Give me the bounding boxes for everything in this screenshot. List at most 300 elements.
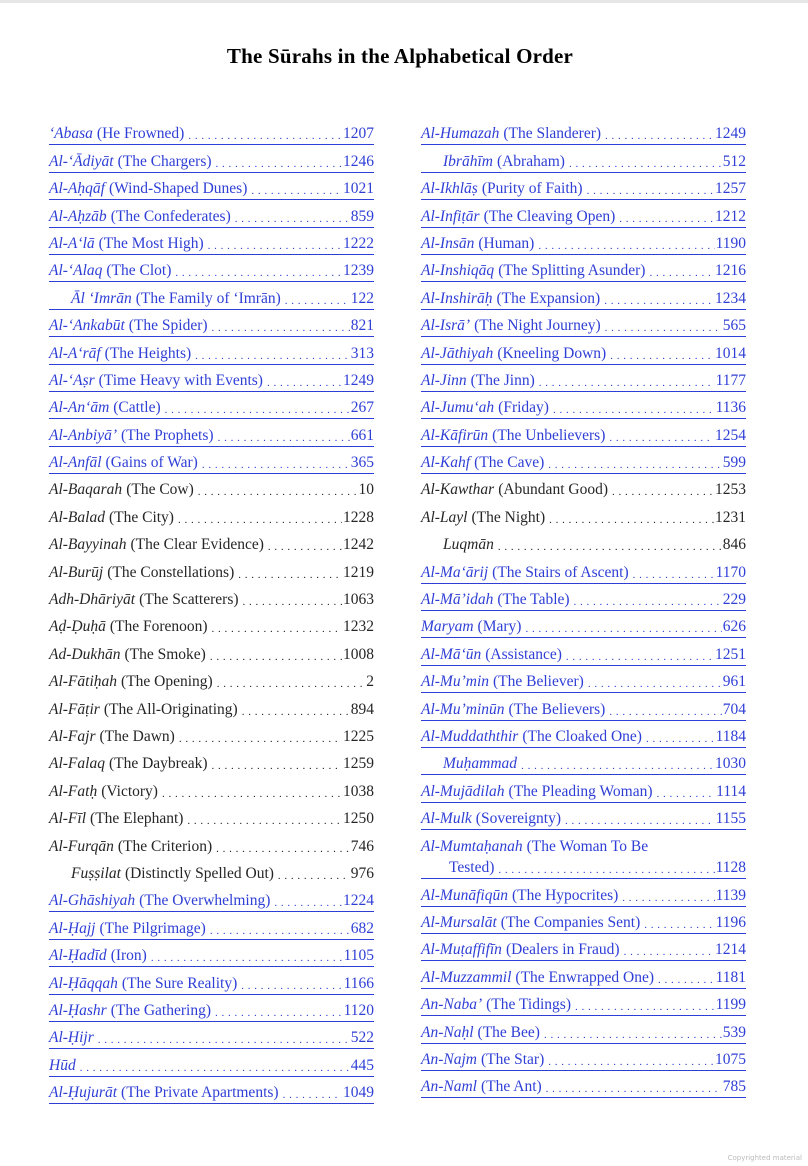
surah-link[interactable]: [421, 1018, 746, 1045]
surah-entry: [49, 832, 374, 859]
surah-name: Al-Ḥajj: [49, 919, 96, 937]
surah-entry: [49, 695, 374, 722]
surah-link[interactable]: [421, 421, 746, 448]
page-number: 1224: [343, 892, 374, 910]
surah-name: Al-Munāfiqūn: [421, 886, 508, 904]
page-title: The Sūrahs in the Alphabetical Order: [226, 44, 574, 69]
surah-link[interactable]: [421, 147, 746, 174]
surah-name: Al-A‘rāf: [49, 344, 101, 362]
surah-name: An-Najm: [421, 1050, 477, 1068]
page-number: 961: [722, 673, 746, 691]
surah-name: Al-Inshirāḥ: [421, 289, 493, 307]
surah-translation: (The Daybreak): [108, 755, 208, 773]
page-number: 522: [350, 1029, 374, 1047]
surah-name: Al-Muṭaffifīn: [421, 941, 502, 959]
surah-translation: (The Woman To Be: [526, 838, 649, 856]
surah-link[interactable]: [421, 339, 746, 366]
page-number: 1136: [715, 399, 746, 417]
surah-link[interactable]: [421, 449, 746, 476]
leader-dots: [546, 1082, 722, 1096]
page-number: 1038: [343, 782, 374, 800]
surah-translation: (Distinctly Spelled Out): [124, 864, 274, 882]
surah-entry: [49, 586, 374, 613]
surah-link[interactable]: [421, 909, 746, 936]
leader-dots: [268, 540, 342, 554]
surah-name: Al-Ghāshiyah: [49, 892, 136, 910]
surah-link[interactable]: [421, 394, 746, 421]
surah-translation: (Human): [478, 234, 535, 252]
page-number: 1228: [343, 508, 374, 526]
leader-dots: [238, 568, 342, 582]
page-number: 1196: [715, 913, 746, 931]
page-number: 599: [722, 454, 746, 472]
surah-name: Al-Balad: [49, 508, 105, 526]
surah-name: Al-Insān: [421, 234, 475, 252]
surah-link[interactable]: [421, 1046, 746, 1073]
surah-name: Al-Falaq: [49, 755, 105, 773]
surah-translation: (The Constellations): [107, 563, 235, 581]
leader-dots: [622, 891, 714, 905]
surah-name: Muḥammad: [443, 755, 518, 773]
page-number: 1063: [343, 591, 374, 609]
surah-link[interactable]: [421, 936, 746, 963]
leader-dots: [498, 863, 714, 877]
surah-name: Al-Jumu‘ah: [421, 399, 495, 417]
surah-name: Luqmān: [443, 536, 494, 554]
page-number: 1128: [715, 859, 746, 877]
leader-dots: [604, 294, 714, 308]
leader-dots: [210, 650, 342, 664]
leader-dots: [553, 403, 715, 417]
page-number: 1259: [343, 755, 374, 773]
surah-link[interactable]: [49, 449, 374, 476]
surah-link[interactable]: [421, 805, 746, 832]
surah-translation: (Gains of War): [105, 454, 198, 472]
surah-translation: (The Star): [480, 1050, 545, 1068]
surah-translation: (The Pleading Woman): [508, 782, 653, 800]
surah-translation: (The Most High): [98, 234, 204, 252]
surah-entry: [421, 531, 746, 558]
leader-dots: [208, 239, 342, 253]
surah-translation: (Assistance): [485, 645, 562, 663]
leader-dots: [242, 705, 350, 719]
page-number: 1008: [343, 645, 374, 663]
surah-link[interactable]: [49, 421, 374, 448]
page-number: 1021: [343, 180, 374, 198]
leader-dots: [548, 458, 722, 472]
page-number: 1155: [715, 810, 746, 828]
leader-dots: [575, 1000, 715, 1014]
surah-name: Al-Burūj: [49, 563, 104, 581]
leader-dots: [162, 787, 342, 801]
surah-link[interactable]: [49, 339, 374, 366]
surah-translation: (The Clot): [106, 262, 172, 280]
page-number: 1199: [715, 996, 746, 1014]
surah-link[interactable]: [421, 284, 746, 311]
page-number: 1166: [343, 974, 374, 992]
leader-dots: [549, 513, 714, 527]
surah-name: Al-‘Ādiyāt: [49, 152, 114, 170]
page-number: 1246: [343, 152, 374, 170]
leader-dots: [605, 129, 714, 143]
surah-name: Al-Fīl: [49, 810, 87, 828]
surah-translation: (Time Heavy with Events): [98, 371, 263, 389]
right-column: [421, 120, 746, 1100]
page-number: 1251: [715, 645, 746, 663]
surah-translation: (The Cloaked One): [522, 727, 642, 745]
leader-dots: [539, 376, 715, 390]
surah-entry: [49, 613, 374, 640]
surah-name: Al-Mujādilah: [421, 782, 505, 800]
surah-link[interactable]: [421, 750, 746, 777]
page-number: 1254: [715, 426, 746, 444]
surah-name: Al-Mā‘ūn: [421, 645, 482, 663]
leader-dots: [657, 787, 716, 801]
page-number: 1214: [715, 941, 746, 959]
leader-dots: [538, 239, 714, 253]
leader-dots: [187, 814, 342, 828]
surah-link[interactable]: [421, 257, 746, 284]
leader-dots: [588, 677, 722, 691]
surah-entry: [49, 805, 374, 832]
surah-link[interactable]: [421, 120, 746, 147]
page-number: 1232: [343, 618, 374, 636]
surah-link[interactable]: [421, 1073, 746, 1100]
surah-translation: (The Night): [471, 508, 546, 526]
page-number: 1114: [716, 782, 746, 800]
page-number: 229: [722, 591, 746, 609]
leader-dots: [610, 349, 714, 363]
leader-dots: [243, 595, 342, 609]
surah-entry: [49, 640, 374, 667]
surah-translation: (The Criterion): [117, 837, 213, 855]
surah-name: Āl ‘Imrān: [71, 289, 132, 307]
page-number: 894: [350, 700, 374, 718]
surah-link[interactable]: [49, 257, 374, 284]
surah-name: Al-Jinn: [421, 371, 467, 389]
surah-link[interactable]: [421, 230, 746, 257]
page-number: 565: [722, 317, 746, 335]
surah-translation: (The Overwhelming): [139, 892, 271, 910]
surah-name: Al-Mu’min: [421, 673, 490, 691]
surah-name: Al-Inshiqāq: [421, 262, 495, 280]
surah-link[interactable]: [421, 695, 746, 722]
surah-link[interactable]: [421, 723, 746, 750]
surah-name: ‘Abasa: [49, 125, 93, 143]
surah-entry: [49, 860, 374, 887]
surah-translation: (The Gathering): [110, 1001, 211, 1019]
surah-name: Al-Baqarah: [49, 481, 123, 499]
surah-name: Al-Jāthiyah: [421, 344, 494, 362]
surah-name: Al-‘Alaq: [49, 262, 103, 280]
surah-name: Al-Fatḥ: [49, 782, 98, 800]
page-number: 10: [358, 481, 374, 499]
leader-dots: [216, 842, 350, 856]
page-number: 1216: [715, 262, 746, 280]
surah-link[interactable]: [421, 558, 746, 585]
surah-name: Fuṣṣilat: [71, 864, 121, 882]
surah-translation: (The Opening): [121, 673, 213, 691]
leader-dots: [574, 595, 722, 609]
surah-link[interactable]: [421, 312, 746, 339]
page-number: 626: [722, 618, 746, 636]
surah-name: Al-Fajr: [49, 727, 96, 745]
page-number: 1120: [343, 1001, 374, 1019]
surah-link[interactable]: [49, 887, 374, 914]
surah-translation: (Abraham): [496, 152, 565, 170]
page-number: 976: [350, 864, 374, 882]
surah-translation: (Friday): [498, 399, 549, 417]
surah-link[interactable]: [421, 832, 746, 881]
leader-dots: [165, 403, 350, 417]
surah-name: Al-Kawthar: [421, 481, 495, 499]
leader-dots: [498, 540, 722, 554]
surah-name: Al-Infiṭār: [421, 207, 480, 225]
surah-translation: (The Heights): [104, 344, 192, 362]
surah-link[interactable]: [49, 202, 374, 229]
page-number: 1014: [715, 344, 746, 362]
leader-dots: [587, 184, 714, 198]
page-number: 682: [350, 919, 374, 937]
leader-dots: [235, 212, 350, 226]
surah-translation: (The Believer): [493, 673, 584, 691]
surah-name: Ad-Dukhān: [49, 645, 121, 663]
leader-dots: [658, 973, 715, 987]
leader-dots: [544, 1028, 722, 1042]
surah-name: Al-Anfāl: [49, 454, 102, 472]
leader-dots: [212, 759, 342, 773]
surah-translation: (Victory): [101, 782, 158, 800]
leader-dots: [283, 1088, 342, 1102]
surah-link[interactable]: [49, 367, 374, 394]
page-number: 445: [350, 1056, 374, 1074]
surah-translation: (The Elephant): [90, 810, 184, 828]
leader-dots: [178, 513, 342, 527]
surah-link[interactable]: [49, 969, 374, 996]
surah-translation: (Purity of Faith): [481, 180, 583, 198]
leader-dots: [215, 1006, 343, 1020]
leader-dots: [566, 650, 714, 664]
leader-dots: [175, 266, 342, 280]
surah-entry: [421, 503, 746, 530]
surah-translation: (Wind-Shaped Dunes): [108, 180, 248, 198]
leader-dots: [521, 759, 714, 773]
surah-name: An-Naml: [421, 1078, 477, 1096]
leader-dots: [251, 184, 342, 198]
surah-link[interactable]: [421, 613, 746, 640]
surah-entry: [49, 558, 374, 585]
page-number: 1181: [715, 968, 746, 986]
surah-translation-cont: Tested): [449, 859, 495, 877]
leader-dots: [188, 129, 342, 143]
page-number: 1075: [715, 1050, 746, 1068]
surah-link[interactable]: [421, 367, 746, 394]
surah-link[interactable]: [421, 963, 746, 990]
surah-translation: (The Dawn): [99, 727, 175, 745]
surah-name: An-Naḥl: [421, 1023, 474, 1041]
page-number: 1222: [343, 234, 374, 252]
surah-translation: (The Cow): [126, 481, 194, 499]
surah-name: Al-Kāfirūn: [421, 426, 489, 444]
surah-name: Al-Fāṭir: [49, 700, 100, 718]
surah-link[interactable]: [421, 777, 746, 804]
surah-translation: (The Sure Reality): [121, 974, 238, 992]
surah-translation: (Kneeling Down): [497, 344, 607, 362]
page-number: 1139: [715, 886, 746, 904]
surah-link[interactable]: [49, 942, 374, 969]
leader-dots: [151, 951, 343, 965]
surah-link[interactable]: [421, 202, 746, 229]
page-number: 1219: [343, 563, 374, 581]
surah-translation: (The Companies Sent): [500, 913, 641, 931]
page-number: 1231: [715, 508, 746, 526]
surah-name: Maryam: [421, 618, 474, 636]
surah-translation: (The Ant): [480, 1078, 542, 1096]
leader-dots: [241, 979, 342, 993]
surah-link[interactable]: [49, 394, 374, 421]
page-number: 1234: [715, 289, 746, 307]
surah-translation: (The Hypocrites): [511, 886, 619, 904]
surah-name: Al-Isrā’: [421, 317, 471, 335]
surah-name: Al-Muzzammil: [421, 968, 512, 986]
surah-link[interactable]: [49, 1051, 374, 1078]
leader-dots: [217, 677, 366, 691]
surah-link[interactable]: [49, 147, 374, 174]
surah-entry: [49, 723, 374, 750]
leader-dots: [218, 431, 350, 445]
surah-name: Al-Mulk: [421, 810, 472, 828]
surah-link[interactable]: [49, 120, 374, 147]
surah-name: Al-Fātiḥah: [49, 673, 118, 691]
surah-translation: (Dealers in Fraud): [505, 941, 620, 959]
page-number: 1225: [343, 727, 374, 745]
surah-link[interactable]: [49, 914, 374, 941]
surah-name: Al-Furqān: [49, 837, 114, 855]
surah-translation: (The Spider): [128, 317, 208, 335]
surah-translation: (The Clear Evidence): [130, 536, 264, 554]
surah-translation: (The Family of ‘Imrān): [135, 289, 281, 307]
surah-link[interactable]: [49, 312, 374, 339]
leader-dots: [274, 896, 342, 910]
surah-translation: (The All-Originating): [103, 700, 238, 718]
page-number: 785: [722, 1078, 746, 1096]
leader-dots: [612, 485, 714, 499]
surah-translation: (The Smoke): [124, 645, 206, 663]
surah-translation: (Abundant Good): [498, 481, 608, 499]
page-number: 313: [350, 344, 374, 362]
surah-name: Al-Ḥāqqah: [49, 974, 118, 992]
surah-link[interactable]: [421, 586, 746, 613]
surah-name: Al-Anbiyā’: [49, 426, 118, 444]
surah-translation: (The Night Journey): [474, 317, 601, 335]
surah-link[interactable]: [421, 881, 746, 908]
surah-translation: (The Confederates): [110, 207, 231, 225]
surah-entry: [49, 668, 374, 695]
surah-translation: (The Expansion): [496, 289, 601, 307]
surah-name: Al-Ikhlāṣ: [421, 180, 478, 198]
page-number: 1249: [715, 125, 746, 143]
page-number: 539: [722, 1023, 746, 1041]
surah-translation: (The Tidings): [486, 996, 571, 1014]
page-number: 821: [350, 317, 374, 335]
page-number: 1212: [715, 207, 746, 225]
surah-translation: (The City): [108, 508, 174, 526]
surah-translation: (The Private Apartments): [121, 1084, 279, 1102]
surah-translation: (The Scatterers): [139, 591, 239, 609]
leader-dots: [179, 732, 342, 746]
surah-translation: (The Believers): [508, 700, 606, 718]
leader-dots: [569, 157, 722, 171]
surah-name: Al-A‘lā: [49, 234, 95, 252]
surah-name: An-Naba’: [421, 996, 483, 1014]
surah-name: Al-Bayyinah: [49, 536, 127, 554]
surah-link[interactable]: [49, 997, 374, 1024]
surah-translation: (The Unbelievers): [492, 426, 606, 444]
surah-link[interactable]: [421, 640, 746, 667]
surah-entry: [49, 503, 374, 530]
surah-translation: (The Forenoon): [109, 618, 208, 636]
surah-link[interactable]: [421, 668, 746, 695]
page-number: 1170: [715, 563, 746, 581]
page-number: 661: [350, 426, 374, 444]
surah-translation: (Cattle): [113, 399, 161, 417]
surah-entry: [421, 476, 746, 503]
page-number: 1190: [715, 234, 746, 252]
surah-entry: [49, 777, 374, 804]
entry-line: [421, 832, 746, 856]
leader-dots: [98, 1033, 350, 1047]
page-number: 746: [350, 837, 374, 855]
surah-link[interactable]: [49, 175, 374, 202]
top-border: [0, 0, 808, 3]
page-number: 1249: [343, 371, 374, 389]
surah-translation: (Sovereignty): [475, 810, 562, 828]
leader-dots: [548, 1055, 714, 1069]
page-number: 2: [366, 673, 374, 691]
surah-name: Adh-Dhāriyāt: [49, 591, 136, 609]
surah-name: Al-Mumtaḥanah: [421, 838, 523, 856]
surah-name: Al-Ma‘ārij: [421, 563, 489, 581]
leader-dots: [212, 622, 342, 636]
leader-dots: [212, 321, 350, 335]
surah-link[interactable]: [49, 230, 374, 257]
leader-dots: [210, 924, 350, 938]
surah-link[interactable]: [49, 1024, 374, 1051]
copyright-watermark: Copyrighted material: [727, 1154, 802, 1162]
surah-name: Al-Mursalāt: [421, 913, 497, 931]
leader-dots: [609, 431, 714, 445]
surah-link[interactable]: [49, 284, 374, 311]
page-number: 1030: [715, 755, 746, 773]
surah-translation: (The Jinn): [470, 371, 535, 389]
surah-link[interactable]: [421, 175, 746, 202]
leader-dots: [267, 376, 342, 390]
surah-name: Hūd: [49, 1056, 76, 1074]
surah-name: Al-‘Ankabūt: [49, 317, 125, 335]
surah-name: Al-Aḥzāb: [49, 207, 107, 225]
surah-link[interactable]: [421, 991, 746, 1018]
surah-entry: [49, 750, 374, 777]
leader-dots: [649, 266, 714, 280]
page-number: 512: [722, 152, 746, 170]
leader-dots: [198, 485, 358, 499]
surah-name: Ibrāhīm: [443, 152, 493, 170]
page-number: 859: [350, 207, 374, 225]
surah-name: Al-Muddaththir: [421, 727, 519, 745]
surah-link[interactable]: [49, 1079, 374, 1106]
page-number: 122: [350, 289, 374, 307]
surah-entry: [49, 531, 374, 558]
